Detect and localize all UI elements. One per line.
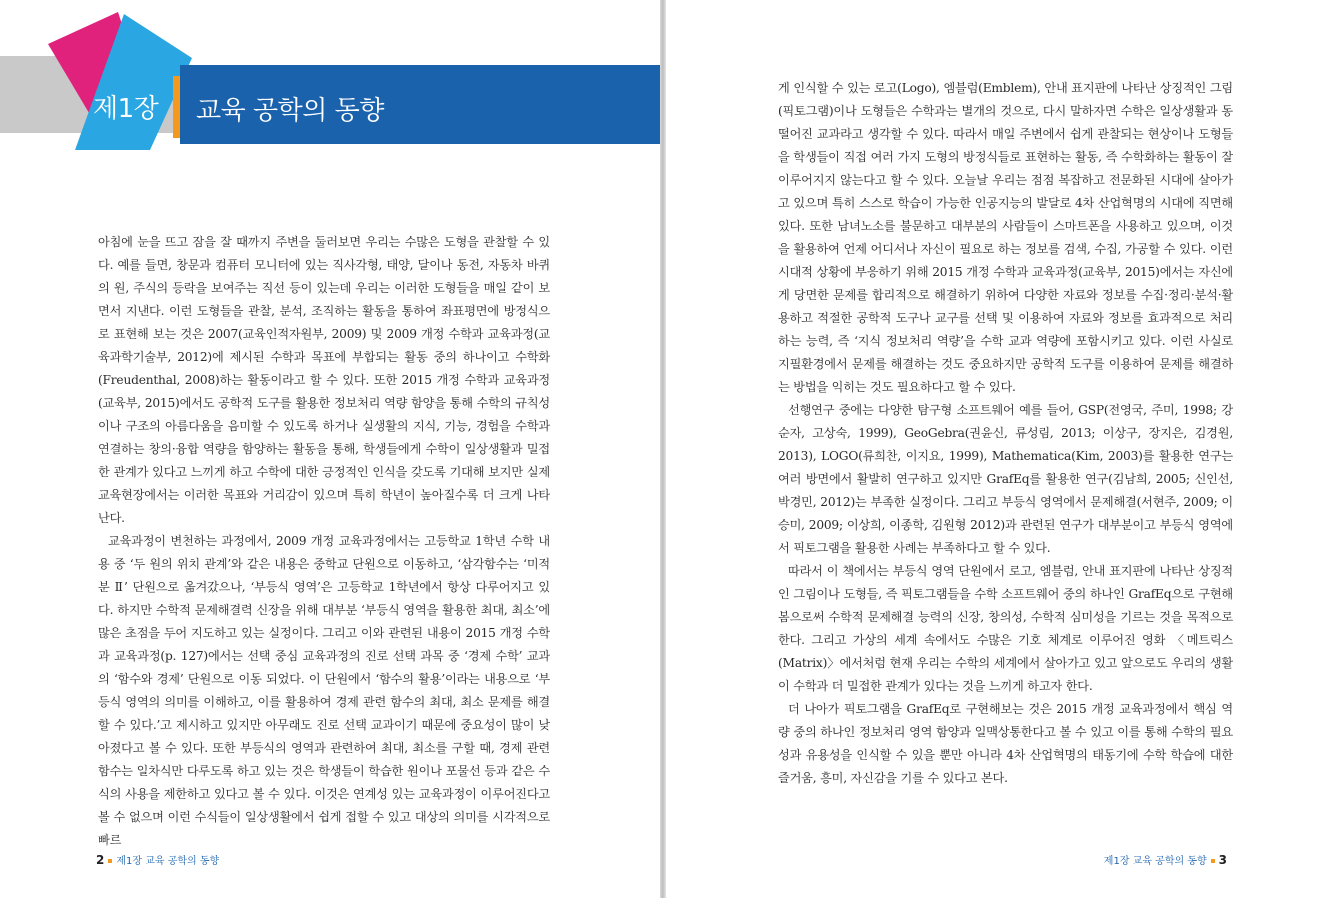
chapter-title: 교육 공학의 동향 bbox=[196, 96, 384, 126]
paragraph: 선행연구 중에는 다양한 탐구형 소프트웨어 예를 들어, GSP(전영국, 주미, 1998; 강순자, 고상숙, 1999), GeoGebra(권윤신, 류성림, 2013; 이상구, 장지은, 김경원, 2013), LOGO(류희찬, 이지요, 1999), Mathematica(Kim, 2003)를 활용한 연구는 여러 방면에서 활발히 연구하고 있지만 GrafEq를 활용한 연구(김남희, 2005; 신인선, 박경민, 2012)는 부족한 실정이다. 그리고 부등식 영역에서 문제해결(서현주, 2009; 이승미, 2009; 이상희, 이종학, 김원형 2012)과 관련된 연구가 대부분이고 부등식 영역에서 픽토그램을 활용한 사례는 부족하다고 할 수 있다. bbox=[778, 403, 1233, 555]
right-page bbox=[666, 0, 1329, 898]
left-body-text bbox=[98, 231, 550, 852]
paragraph: 게 인식할 수 있는 로고(Logo), 엠블럼(Emblem), 안내 표지판에 나타난 상징적인 그림(픽토그램)이나 도형들은 수학과는 별개의 것으로, 다시 말하자면 수학은 일상생활과 동떨어진 교과라고 생각할 수 있다. 따라서 매일 주변에서 쉽게 관찰되는 현상이나 도형들을 학생들이 직접 여러 가지 도형의 방정식들로 표현하는 활동, 즉 수학화하는 활동이 잘 이루어지지 않는다고 할 수 있다. 오늘날 우리는 점점 복잡하고 전문화된 시대에 살아가고 있으며 특히 스스로 학습이 가능한 인공지능의 발달로 4차 산업혁명의 시대에 직면해 있다. 또한 남녀노소를 불문하고 대부분의 사람들이 스마트폰을 사용하고 있으며, 이것을 활용하여 언제 어디서나 자신이 필요로 하는 정보를 검색, 수집, 가공할 수 있다. 이런 시대적 상황에 부응하기 위해 2015 개정 수학과 교육과정(교육부, 2015)에서는 자신에게 당면한 문제를 합리적으로 해결하기 위하여 다양한 자료와 정보를 수집·정리·분석·활용하고 적절한 공학적 도구나 교구를 선택 및 이용하여 자료와 정보를 효과적으로 처리하는 능력, 즉 ‘지식 정보처리 역량’을 수학 교과 역량에 포함시키고 있다. 이런 사실로 지필환경에서 문제를 해결하는 것도 중요하지만 공학적 도구를 이용하여 문제를 해결하는 방법을 익히는 것도 필요하다고 할 수 있다. bbox=[778, 81, 1233, 394]
running-head: 제1장 교육 공학의 동향 bbox=[1103, 856, 1207, 867]
right-footer bbox=[1104, 852, 1227, 867]
right-body-text bbox=[778, 77, 1233, 790]
running-head: 제1장 교육 공학의 동향 bbox=[116, 856, 220, 867]
footer-bullet-icon bbox=[108, 859, 112, 863]
footer-bullet-icon bbox=[1211, 859, 1215, 863]
paragraph: 교육과정이 변천하는 과정에서, 2009 개정 교육과정에서는 고등학교 1학년 수학 내용 중 ‘두 원의 위치 관계’와 같은 내용은 중학교 단원으로 이동하고, ‘삼각함수는 ‘미적분 Ⅱ’ 단원으로 옮겨갔으나, ‘부등식 영역’은 고등학교 1학년에서 항상 다루어지고 있다. 하지만 수학적 문제해결력 신장을 위해 대부분 ‘부등식 영역을 활용한 최대, 최소’에 많은 초점을 두어 지도하고 있는 실정이다. 그리고 이와 관련된 내용이 2015 개정 수학과 교육과정(p. 127)에서는 선택 중심 교육과정의 진로 선택 과목 중 ‘경제 수학’ 교과의 ‘함수와 경제’ 단원으로 이동 되었다. 이 단원에서 ‘함수의 활용’이라는 내용으로 ‘부등식 영역의 의미를 이해하고, 이를 활용하여 경제 관련 함수의 최대, 최소 문제를 해결할 수 있다.’고 제시하고 있지만 아무래도 진로 선택 교과이기 때문에 중요성이 많이 낮아졌다고 볼 수 있다. 또한 부등식의 영역과 관련하여 최대, 최소를 구할 때, 경제 관련 함수는 일차식만 다루도록 하고 있는 것은 학생들이 학습한 원이나 포물선 등과 같은 수식의 사용을 제한하고 있다고 볼 수 있다. 이것은 연계성 있는 교육과정이 이루어진다고 볼 수 없으며 이런 수식들이 일상생활에서 쉽게 접할 수 있고 대상의 의미를 시각적으로 빠르 bbox=[98, 534, 550, 847]
paragraph: 따라서 이 책에서는 부등식 영역 단원에서 로고, 엠블럼, 안내 표지판에 나타난 상징적인 그림이나 도형들, 즉 픽토그램들을 수학 소프트웨어 중의 하나인 GrafEq으로 구현해 봄으로써 수학적 문제해결 능력의 신장, 창의성, 수학적 심미성을 기르는 것을 목적으로 한다. 그리고 가상의 세계 속에서도 수많은 기호 체계로 이루어진 영화 〈메트릭스(Matrix)〉에서처럼 현재 우리는 수학의 세계에서 살아가고 있고 앞으로도 우리의 생활이 수학과 더 밀접한 관계가 있다는 것을 느끼게 하고자 한다. bbox=[778, 564, 1233, 693]
paragraph: 더 나아가 픽토그램을 GrafEq로 구현해보는 것은 2015 개정 교육과정에서 핵심 역량 중의 하나인 정보처리 영역 함양과 일맥상통한다고 볼 수 있고 이를 통해 수학의 필요성과 유용성을 인식할 수 있을 뿐만 아니라 4차 산업혁명의 태동기에 수학 학습에 대한 즐거움, 흥미, 자신감을 기를 수 있다고 본다. bbox=[778, 702, 1233, 785]
page-number: 3 bbox=[1218, 853, 1227, 867]
left-page bbox=[0, 0, 660, 898]
paragraph: 아침에 눈을 뜨고 잠을 잘 때까지 주변을 둘러보면 우리는 수많은 도형을 관찰할 수 있다. 예를 들면, 창문과 컴퓨터 모니터에 있는 직사각형, 태양, 달이나 동전, 자동차 바퀴의 원, 주식의 등락을 보여주는 직선 등이 있는데 우리는 이러한 도형들을 매일 같이 보면서 지낸다. 이런 도형들을 관찰, 분석, 조직하는 활동을 통하여 좌표평면에 방정식으로 표현해 보는 것은 2007(교육인적자원부, 2009) 및 2009 개정 수학과 교육과정(교육과학기술부, 2012)에 제시된 수학과 목표에 부합되는 활동 중의 하나이고 수학화(Freudenthal, 2008)하는 활동이라고 할 수 있다. 또한 2015 개정 수학과 교육과정(교육부, 2015)에서도 공학적 도구를 활용한 정보처리 역량 함양을 통해 수학의 규칙성이나 구조의 아름다움을 음미할 수 있도록 하거나 실생활의 지식, 기능, 경험을 수학과 연결하는 창의·융합 역량을 함양하는 활동을 통해, 학생들에게 수학이 일상생활과 밀접한 관계가 있다고 느끼게 하고 수학에 대한 긍정적인 인식을 갖도록 기대해 보지만 실제 교육현장에서는 이러한 목표와 거리감이 있으며 특히 학년이 높아질수록 더 크게 나타난다. bbox=[98, 235, 550, 525]
chapter-number: 제1장 bbox=[93, 94, 159, 124]
left-footer bbox=[96, 852, 219, 867]
page-number: 2 bbox=[96, 853, 105, 867]
header-decoration bbox=[0, 0, 200, 160]
